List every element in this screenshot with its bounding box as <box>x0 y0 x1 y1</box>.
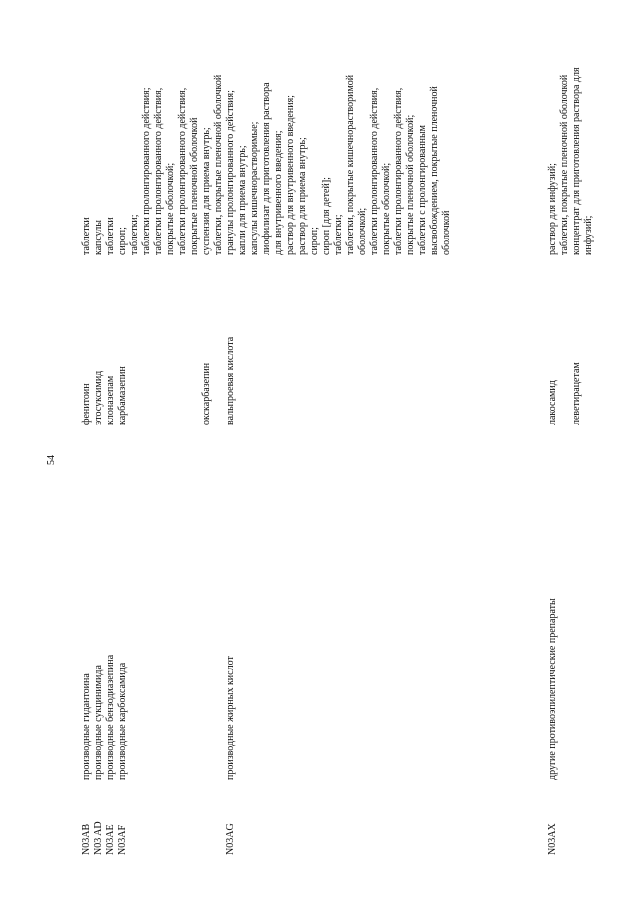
dosage-form: таблетки пролонгированного действия, <box>393 87 404 255</box>
atc-code: N03AE <box>105 824 116 855</box>
atc-code: N03 AD <box>93 821 104 855</box>
dosage-form: сироп; <box>117 227 128 255</box>
drug-name: окскарбазепин <box>201 362 212 425</box>
dosage-form: таблетки <box>105 217 116 255</box>
dosage-form: концентрат для приготовления раствора для <box>571 67 582 255</box>
dosage-form: таблетки пролонгированного действия, <box>177 87 188 255</box>
page-number: 54 <box>46 455 57 465</box>
dosage-form: таблетки, покрытые кишечнорастворимой <box>345 74 356 255</box>
dosage-form: сироп [для детей]; <box>321 177 332 255</box>
drug-name: лакосамид <box>547 380 558 425</box>
dosage-form: капсулы <box>93 220 104 255</box>
dosage-form: сироп; <box>309 227 320 255</box>
dosage-form: оболочкой <box>441 210 452 255</box>
dosage-form: покрытые пленочной оболочкой; <box>405 114 416 255</box>
dosage-form: покрытые оболочкой; <box>165 162 176 255</box>
dosage-form: таблетки; <box>333 214 344 255</box>
group-name: производные сукцинимида <box>93 665 104 780</box>
dosage-form: таблетки, покрытые пленочной оболочкой <box>213 74 224 255</box>
atc-code: N03AB <box>81 823 92 855</box>
dosage-form: таблетки пролонгированного действия, <box>153 87 164 255</box>
dosage-form: таблетки <box>81 217 92 255</box>
dosage-form: высвобождением, покрытые пленочной <box>429 86 440 255</box>
dosage-form: покрытые оболочкой; <box>381 162 392 255</box>
dosage-form: таблетки с пролонгированным <box>417 124 428 255</box>
group-name: производные бензодиазепина <box>105 654 116 780</box>
dosage-form: гранулы пролонгированного действия; <box>225 90 236 255</box>
dosage-form: оболочкой; <box>357 207 368 255</box>
atc-code: N03AF <box>117 824 128 855</box>
dosage-form: капсулы кишечнорастворимые; <box>249 121 260 255</box>
dosage-form: таблетки, покрытые пленочной оболочкой <box>559 74 570 255</box>
drug-name: фенитоин <box>81 383 92 425</box>
dosage-form: капли для приема внутрь; <box>237 145 248 255</box>
dosage-form: таблетки пролонгированного действия, <box>369 87 380 255</box>
drug-name: вальпроевая кислота <box>225 336 236 425</box>
dosage-form: суспензия для приема внутрь; <box>201 127 212 255</box>
atc-code: N03AX <box>547 823 558 855</box>
dosage-form: таблетки; <box>129 214 140 255</box>
dosage-form: раствор для приема внутрь; <box>297 137 308 255</box>
dosage-form: лиофилизат для приготовления раствора <box>261 82 272 255</box>
atc-code: N03AG <box>225 823 236 855</box>
group-name: производные карбоксамида <box>117 662 128 780</box>
drug-name: леветирацетам <box>571 362 582 425</box>
dosage-form: для внутривенного введения; <box>273 130 284 255</box>
group-name: производные жирных кислот <box>225 656 236 780</box>
dosage-form: инфузий; <box>583 215 594 255</box>
group-name: другие противоэпилептические препараты <box>547 598 558 780</box>
dosage-form: покрытые пленочной оболочкой <box>189 117 200 255</box>
dosage-form: таблетки пролонгированного действия; <box>141 87 152 255</box>
drug-name: карбамазепин <box>117 366 128 425</box>
drug-name: этосуксимид <box>93 370 104 425</box>
drug-name: клоназепам <box>105 375 116 425</box>
group-name: производные гидантоина <box>81 673 92 780</box>
dosage-form: раствор для инфузий; <box>547 163 558 255</box>
dosage-form: раствор для внутривенного введения; <box>285 95 296 255</box>
